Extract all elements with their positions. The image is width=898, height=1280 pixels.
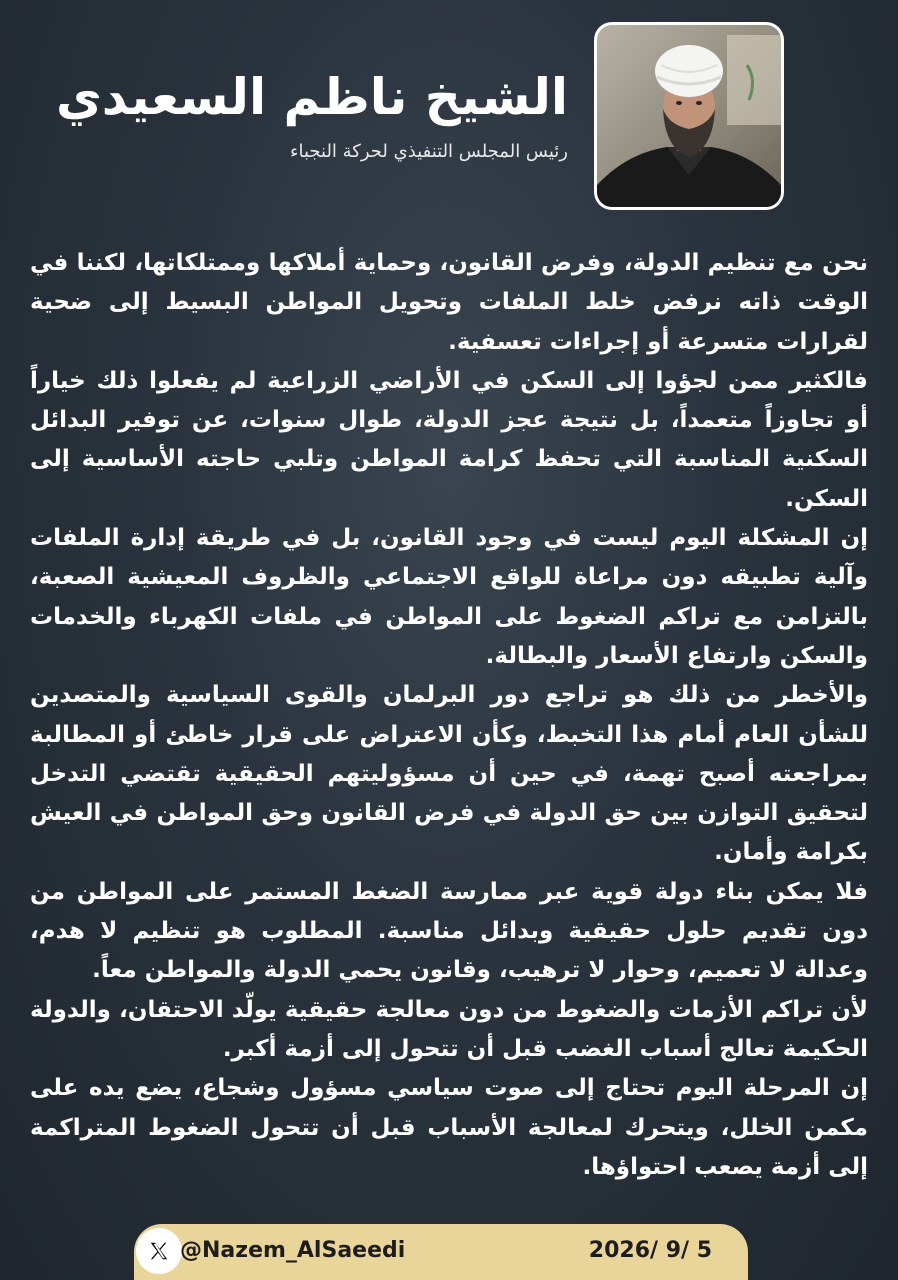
portrait-illustration [597,25,781,207]
portrait-frame [594,22,784,210]
paragraph-5: فلا يمكن بناء دولة قوية عبر ممارسة الضغط المستمر على المواطن من دون تقديم حلول حقيقية وبدائل مناسبة. المطلوب هو تنظيم لا هدم، وعدالة لا تعميم، وحوار لا ترهيب، وقانون يحمي الدولة والمواطن معاً. [30,878,868,984]
speaker-title: رئيس المجلس التنفيذي لحركة النجباء [290,141,568,162]
speaker-name: الشيخ ناظم السعيدي [55,68,568,126]
paragraph-1: نحن مع تنظيم الدولة، وفرض القانون، وحماية أملاكها وممتلكاتها، لكننا في الوقت ذاته نرفض خلط الملفات وتحويل المواطن البسيط إلى ضحية لقرارات متسرعة أو إجراءات تعسفية. [30,250,868,355]
paragraph-3: إن المشكلة اليوم ليست في وجود القانون، بل في طريقة إدارة الملفات وآلية تطبيقه دون مراعاة للواقع الاجتماعي والظروف المعيشية الصعبة، بالتزامن مع تراكم الضغوط على المواطن في ملفات الكهرباء والخدمات والسكن وارتفاع الأسعار والبطالة. [30,525,868,669]
x-logo-icon [136,1228,182,1274]
paragraph-6: لأن تراكم الأزمات والضغوط من دون معالجة حقيقية يولّد الاحتقان، والدولة الحكيمة تعالج أسباب الغضب قبل أن تتحول إلى أزمة أكبر. [30,996,868,1062]
statement-body [30,244,868,1187]
speaker-portrait [597,25,781,207]
paragraph-4: والأخطر من ذلك هو تراجع دور البرلمان والقوى السياسية والمتصدين للشأن العام أمام هذا التخبط، وكأن الاعتراض على قرار خاطئ أو المطالبة بمراجعته أصبح تهمة، في حين أن مسؤوليتهم الحقيقية تقتضي التدخل لتحقيق التوازن بين حق الدولة في فرض القانون وحق المواطن في العيش بكرامة وأمان. [30,682,868,866]
paragraph-7: إن المرحلة اليوم تحتاج إلى صوت سياسي مسؤول وشجاع، يضع يده على مكمن الخلل، ويتحرك لمعالجة الأسباب قبل أن تتحول الضغوط المتراكمة إلى أزمة يصعب احتواؤها. [30,1075,868,1180]
paragraph-2: فالكثير ممن لجؤوا إلى السكن في الأراضي الزراعية لم يفعلوا ذلك خياراً أو تجاوزاً متعمداً، بل نتيجة عجز الدولة، طوال سنوات، عن توفير البدائل السكنية المناسبة التي تحفظ كرامة المواطن وتلبي حاجته الأساسية إلى السكن. [30,367,868,512]
social-handle[interactable]: @Nazem_AlSaeedi [180,1238,406,1263]
post-date: 2026/ 9/ 5 [588,1238,712,1263]
x-logo-glyph [148,1240,170,1262]
